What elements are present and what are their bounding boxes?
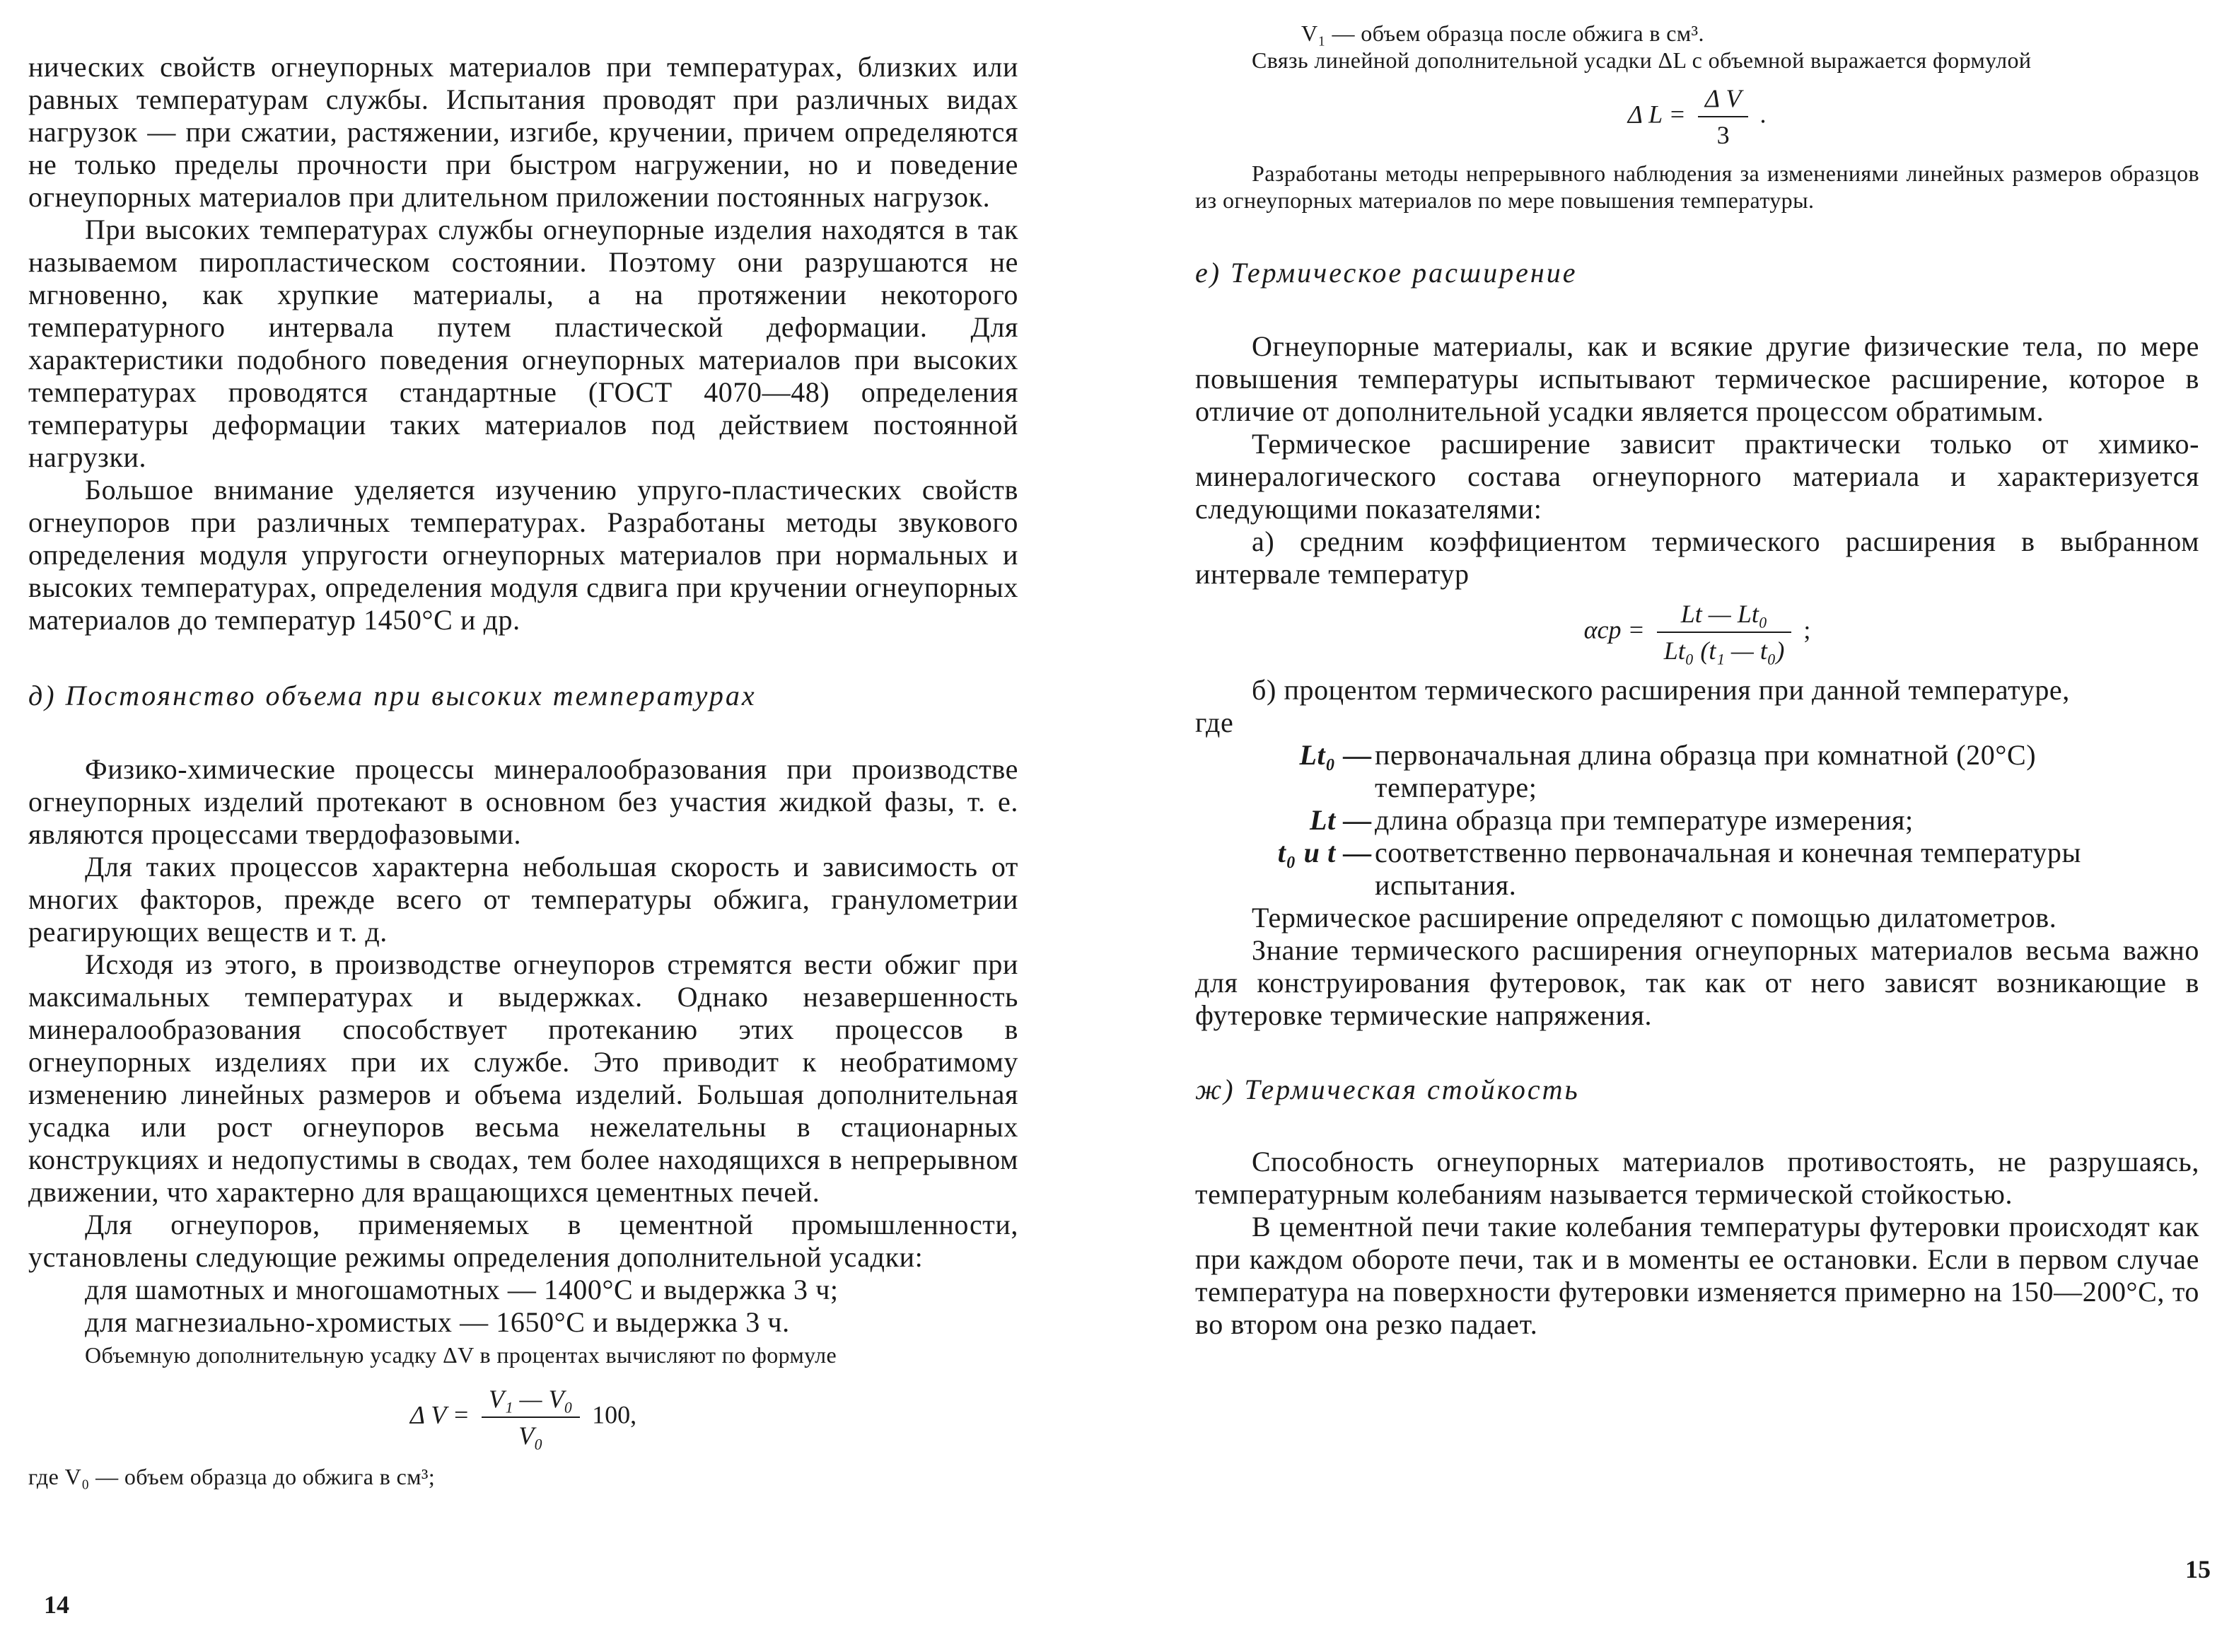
formula-alpha-rhs: ;: [1803, 615, 1811, 644]
right-small-text-1: V₁ — объем образца после обжига в см³.: [1301, 21, 1704, 46]
left-page: [28, 0, 1018, 1652]
right-page: [1195, 0, 2211, 1652]
left-paragraph-5: Для таких процессов характерна небольшая скорость и зависимость от многих факторов, прежде всего от температуры обжига, гранулометрии реагирующих веществ и т. д.: [28, 851, 1018, 948]
definition-term-2: Lt —: [1310, 804, 1372, 836]
page-number-left: 14: [44, 1590, 69, 1619]
right-paragraph-9: Термическое расширение зависит практически только от химико-минералогического состава огнеупорного материала и характеризуется следующими показателями:: [1195, 428, 2199, 525]
formula-delta-l-lhs: Δ L =: [1627, 100, 1686, 129]
left-paragraph-3: Большое внимание уделяется изучению упруго-пластических свойств огнеупоров при различных температурах. Разработаны методы звукового определения модуля упругости огнеупорных материалов при нормальных и высоких температурах, определения модуля сдвига при кручении огнеупорных материалов до температур 1450°С и др.: [28, 474, 1018, 636]
left-small-text-2: где V₀ — объем образца до обжига в см³;: [28, 1464, 436, 1489]
right-small-text-2: Связь линейной дополнительной усадки ΔL с объемной выражается формулой: [1252, 47, 2032, 73]
definition-text-1: первоначальная длина образца при комнатной (20°С) температуре;: [1375, 739, 2037, 803]
right-paragraph-10: а) средним коэффициентом термического расширения в выбранном интервале температур: [1195, 525, 2199, 590]
formula-alpha-fraction: [1657, 599, 1792, 665]
right-paragraph-11: б) процентом термического расширения при данной температуре,: [1252, 674, 2070, 706]
right-paragraph-15: В цементной печи такие колебания температуры футеровки происходят как при каждом обороте печи, так и в моменты ее остановки. Если в первом случае температура на поверхности футеровки изменяется примерно на 150—200°С, то во втором она резко падает.: [1195, 1211, 2199, 1340]
right-paragraph-13: Знание термического расширения огнеупорных материалов весьма важно для конструирования футеровок, так как от него зависят возникающие в футеровке термические напряжения.: [1195, 934, 2199, 1031]
where-label: где: [1195, 706, 1234, 738]
formula-alpha-numerator: Lt — Lt₀: [1657, 599, 1792, 633]
formula-delta-v-lhs: Δ V =: [409, 1400, 470, 1429]
formula-delta-v-denominator: V₀: [518, 1421, 543, 1450]
formula-alpha-lhs: αср =: [1583, 615, 1645, 644]
left-paragraph-1: нических свойств огнеупорных материалов при температурах, близких или равных температурам службы. Испытания проводят при различных видах нагрузок — при сжатии, растяжении, изгибе, кручении, причем определяются не только пределы прочности при быстром нагружении, но и поведение огнеупорных материалов при длительном приложении постоянных нагрузок.: [28, 51, 1018, 213]
formula-alpha: [1195, 599, 2199, 665]
left-paragraph-4: Физико-химические процессы минералообразования при производстве огнеупорных изделий протекают в основном без участия жидкой фазы, т. е. являются процессами твердофазовыми.: [28, 753, 1018, 850]
right-paragraph-12: Термическое расширение определяют с помощью дилатометров.: [1252, 902, 2057, 933]
formula-delta-l-denominator: 3: [1716, 121, 1730, 149]
definition-row-1: [1195, 739, 2199, 804]
page-number-right: 15: [2185, 1555, 2211, 1583]
definition-row-3: [1195, 837, 2199, 902]
formula-alpha-denominator: Lt₀ (t₁ — t₀): [1663, 636, 1785, 665]
definition-term-1: Lt₀ —: [1299, 739, 1372, 771]
section-heading-e: е) Термическое расширение: [1195, 257, 1578, 289]
formula-delta-v-rhs: 100,: [592, 1400, 637, 1429]
formula-delta-v-fraction: [482, 1384, 580, 1450]
left-small-text-1: Объемную дополнительную усадку ΔV в процентах вычисляют по формуле: [85, 1342, 837, 1368]
formula-delta-v-numerator: V₁ — V₀: [482, 1384, 580, 1418]
formula-delta-l: [1195, 83, 2199, 150]
formula-delta-l-fraction: [1698, 83, 1748, 150]
formula-delta-v: [28, 1384, 1018, 1450]
right-small-text-3: Разработаны методы непрерывного наблюдения за изменениями линейных размеров образцов из огнеупорных материалов по мере повышения температуры.: [1195, 161, 2199, 213]
section-heading-zh: ж) Термическая стойкость: [1195, 1074, 1580, 1105]
right-paragraph-8: Огнеупорные материалы, как и всякие другие физические тела, по мере повышения температуры испытывают термическое расширение, которое в отличие от дополнительной усадки является процессом обратимым.: [1195, 330, 2199, 427]
formula-delta-l-rhs: .: [1760, 100, 1767, 129]
definition-text-3: соответственно первоначальная и конечная температуры испытания.: [1375, 837, 2081, 901]
list-item-1: для шамотных и многошамотных — 1400°С и выдержка 3 ч;: [85, 1274, 839, 1305]
formula-delta-l-numerator: Δ V: [1698, 83, 1748, 117]
right-paragraph-14: Способность огнеупорных материалов противостоять, не разрушаясь, температурным колебаниям называется термической стойкостью.: [1195, 1146, 2199, 1210]
left-paragraph-2: При высоких температурах службы огнеупорные изделия находятся в так называемом пиропластическом состоянии. Поэтому они разрушаются не мгновенно, как хрупкие материалы, а на протяжении некоторого температурного интервала путем пластической деформации. Для характеристики подобного поведения огнеупорных материалов при высоких температурах проводятся стандартные (ГОСТ 4070—48) определения температуры деформации таких материалов под действием постоянной нагрузки.: [28, 214, 1018, 473]
left-paragraph-6: Исходя из этого, в производстве огнеупоров стремятся вести обжиг при максимальных температурах и выдержках. Однако незавершенность минералообразования способствует протеканию этих процессов в огнеупорных изделиях при их службе. Это приводит к необратимому изменению линейных размеров и объема изделий. Большая дополнительная усадка или рост огнеупоров весьма нежелательны в стационарных конструкциях и недопустимы в сводах, тем более находящихся в непрерывном движении, что характерно для вращающихся цементных печей.: [28, 948, 1018, 1208]
left-paragraph-7: Для огнеупоров, применяемых в цементной промышленности, установлены следующие режимы определения дополнительной усадки:: [28, 1209, 1018, 1273]
section-heading-d: д) Постоянство объема при высоких температурах: [28, 680, 757, 711]
definition-term-3: t₀ и t —: [1277, 837, 1372, 868]
list-item-2: для магнезиально-хромистых — 1650°С и выдержка 3 ч.: [85, 1306, 790, 1338]
definition-text-2: длина образца при температуре измерения;: [1375, 804, 1914, 836]
definition-row-2: [1195, 804, 2199, 837]
